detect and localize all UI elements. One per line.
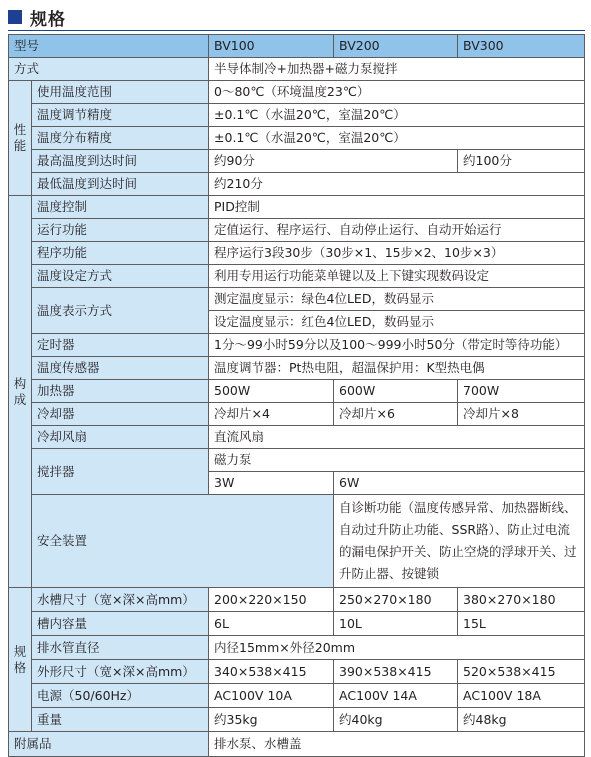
temp-setting-method-label: 温度设定方式 bbox=[32, 265, 209, 288]
max-temp-time-label: 最高温度到达时间 bbox=[32, 150, 209, 173]
method-value: 半导体制冷+加热器+磁力泵搅拌 bbox=[209, 58, 585, 81]
table-row bbox=[9, 495, 585, 588]
stirrer-bv100: 3W bbox=[209, 472, 334, 495]
safety-value: 自诊断功能（温度传感异常、加热器断线、自动过升防止功能、SSR路）、防止过电流的漏电保护开关、防止空烧的浮球开关、过升防止器、按键锁 bbox=[334, 495, 585, 588]
heater-bv300: 700W bbox=[458, 380, 585, 403]
cooling-fan-value: 直流风扇 bbox=[209, 426, 585, 449]
temp-sensor-label: 温度传感器 bbox=[32, 357, 209, 380]
model-bv300: BV300 bbox=[458, 35, 585, 58]
cooler-bv300: 冷却片×8 bbox=[458, 403, 585, 426]
table-row bbox=[9, 732, 585, 757]
method-label: 方式 bbox=[9, 58, 209, 81]
tank-capacity-label: 槽内容量 bbox=[32, 612, 209, 636]
weight-label: 重量 bbox=[32, 708, 209, 732]
outer-size-label: 外形尺寸（宽×深×高mm） bbox=[32, 660, 209, 684]
construction-group-label: 构成 bbox=[9, 196, 32, 588]
outer-size-bv200: 390×538×415 bbox=[334, 660, 458, 684]
model-bv200: BV200 bbox=[334, 35, 458, 58]
max-temp-time-value-a: 约90分 bbox=[209, 150, 458, 173]
temp-display-line-2: 设定温度显示：红色4位LED，数码显示 bbox=[209, 311, 585, 334]
outer-size-bv100: 340×538×415 bbox=[209, 660, 334, 684]
table-row bbox=[9, 219, 585, 242]
stirrer-bv200-bv300: 6W bbox=[334, 472, 585, 495]
temp-control-value: PID控制 bbox=[209, 196, 585, 219]
table-row bbox=[9, 173, 585, 196]
heater-bv200: 600W bbox=[334, 380, 458, 403]
timer-label: 定时器 bbox=[32, 334, 209, 357]
temp-control-label: 温度控制 bbox=[32, 196, 209, 219]
table-row bbox=[9, 58, 585, 81]
table-row bbox=[9, 426, 585, 449]
heater-bv100: 500W bbox=[209, 380, 334, 403]
use-temp-range-label: 使用温度范围 bbox=[32, 81, 209, 104]
temp-display-method-label: 温度表示方式 bbox=[32, 288, 209, 334]
table-row bbox=[9, 357, 585, 380]
tank-size-bv200: 250×270×180 bbox=[334, 588, 458, 612]
max-temp-time-value-b: 约100分 bbox=[458, 150, 585, 173]
run-function-value: 定值运行、程序运行、自动停止运行、自动开始运行 bbox=[209, 219, 585, 242]
program-function-value: 程序运行3段30步（30步×1、15步×2、10步×3） bbox=[209, 242, 585, 265]
table-row bbox=[9, 380, 585, 403]
run-function-label: 运行功能 bbox=[32, 219, 209, 242]
power-bv300: AC100V 18A bbox=[458, 684, 585, 708]
table-row bbox=[9, 265, 585, 288]
weight-bv200: 约40kg bbox=[334, 708, 458, 732]
table-row bbox=[9, 636, 585, 660]
cooling-fan-label: 冷却风扇 bbox=[32, 426, 209, 449]
weight-bv300: 约48kg bbox=[458, 708, 585, 732]
table-row bbox=[9, 242, 585, 265]
tank-capacity-bv100: 6L bbox=[209, 612, 334, 636]
tank-capacity-bv300: 15L bbox=[458, 612, 585, 636]
cooler-bv200: 冷却片×6 bbox=[334, 403, 458, 426]
power-bv200: AC100V 14A bbox=[334, 684, 458, 708]
tank-size-bv300: 380×270×180 bbox=[458, 588, 585, 612]
min-temp-time-value: 约210分 bbox=[209, 173, 585, 196]
temp-display-line-1: 测定温度显示：绿色4位LED，数码显示 bbox=[209, 288, 585, 311]
temp-sensor-value: 温度调节器：Pt热电阻，超温保护用：K型热电偶 bbox=[209, 357, 585, 380]
accessories-label: 附属品 bbox=[9, 732, 209, 757]
table-row bbox=[9, 104, 585, 127]
specs-group-label: 规格 bbox=[9, 588, 32, 732]
table-row bbox=[9, 81, 585, 104]
temp-distribution-precision-value: ±0.1℃（水温20℃，室温20℃） bbox=[209, 127, 585, 150]
min-temp-time-label: 最低温度到达时间 bbox=[32, 173, 209, 196]
table-row bbox=[9, 684, 585, 708]
safety-label: 安全装置 bbox=[32, 495, 334, 588]
table-header-row bbox=[9, 35, 585, 58]
temp-setting-method-value: 利用专用运行功能菜单键以及上下键实现数码设定 bbox=[209, 265, 585, 288]
power-label: 电源（50/60Hz） bbox=[32, 684, 209, 708]
temp-adjust-precision-value: ±0.1℃（水温20℃，室温20℃） bbox=[209, 104, 585, 127]
drain-diameter-label: 排水管直径 bbox=[32, 636, 209, 660]
model-header-label: 型号 bbox=[9, 35, 209, 58]
weight-bv100: 约35kg bbox=[209, 708, 334, 732]
performance-group-label: 性能 bbox=[9, 81, 32, 196]
temp-adjust-precision-label: 温度调节精度 bbox=[32, 104, 209, 127]
temp-distribution-precision-label: 温度分布精度 bbox=[32, 127, 209, 150]
accessories-value: 排水泵、水槽盖 bbox=[209, 732, 585, 757]
model-bv100: BV100 bbox=[209, 35, 334, 58]
cooler-bv100: 冷却片×4 bbox=[209, 403, 334, 426]
table-row bbox=[9, 449, 585, 472]
power-bv100: AC100V 10A bbox=[209, 684, 334, 708]
table-row bbox=[9, 334, 585, 357]
stirrer-label: 搅拌器 bbox=[32, 449, 209, 495]
cooler-label: 冷却器 bbox=[32, 403, 209, 426]
spec-table bbox=[8, 34, 585, 757]
heading-square-icon bbox=[8, 10, 22, 24]
tank-size-label: 水槽尺寸（宽×深×高mm） bbox=[32, 588, 209, 612]
table-row bbox=[9, 196, 585, 219]
heater-label: 加热器 bbox=[32, 380, 209, 403]
use-temp-range-value: 0～80℃（环境温度23℃） bbox=[209, 81, 585, 104]
table-row bbox=[9, 588, 585, 612]
table-row bbox=[9, 660, 585, 684]
tank-capacity-bv200: 10L bbox=[334, 612, 458, 636]
stirrer-type: 磁力泵 bbox=[209, 449, 585, 472]
table-row bbox=[9, 403, 585, 426]
table-row bbox=[9, 612, 585, 636]
table-row bbox=[9, 150, 585, 173]
heading-title: 规格 bbox=[30, 9, 66, 30]
program-function-label: 程序功能 bbox=[32, 242, 209, 265]
outer-size-bv300: 520×538×415 bbox=[458, 660, 585, 684]
heading-rule bbox=[8, 30, 585, 31]
tank-size-bv100: 200×220×150 bbox=[209, 588, 334, 612]
timer-value: 1分～99小时59分以及100～999小时50分（带定时等待功能） bbox=[209, 334, 585, 357]
table-row bbox=[9, 127, 585, 150]
drain-diameter-value: 内径15mm×外径20mm bbox=[209, 636, 585, 660]
table-row bbox=[9, 288, 585, 311]
section-heading bbox=[8, 6, 66, 28]
